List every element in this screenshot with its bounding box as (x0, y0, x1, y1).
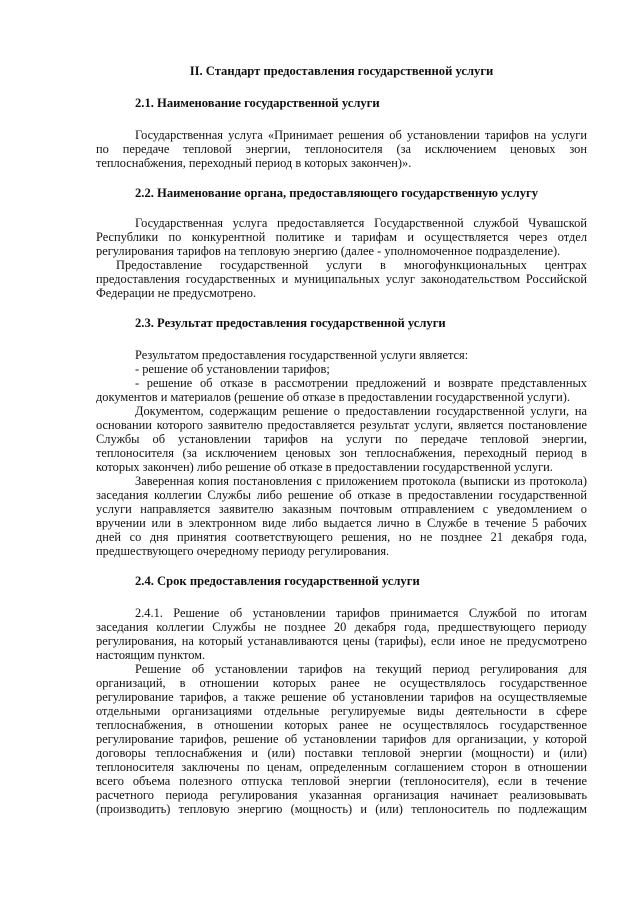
text-line: договоры теплоснабжения и (или) поставки тепловой энергии (мощности) и (или) (96, 746, 587, 760)
text-line: Решение об установлении тарифов на текущий период регулирования для (135, 662, 587, 676)
heading-2-3: 2.3. Результат предоставления государственной услуги (135, 316, 446, 330)
text-line: регулирование тарифов, а также решение об установлении тарифов на осуществляемые (96, 690, 587, 704)
text-line: Службы об установлении тарифов на услуги по передаче тепловой энергии, (96, 432, 587, 446)
text-line: Заверенная копия постановления с приложением протокола (выписки из протокола) (135, 474, 587, 488)
heading-2-1: 2.1. Наименование государственной услуги (135, 96, 380, 110)
text-line: Государственная услуга «Принимает решения об установлении тарифов на услуги (135, 128, 587, 142)
text-line: регулирование тарифов, решение об установлении тарифов для организации, у которой (96, 732, 587, 746)
text-line: организаций, в отношении которых ранее не осуществлялось государственное (96, 676, 587, 690)
text-line: услуги направляется заявителю заказным почтовым отправлением с уведомлением о (96, 502, 587, 516)
text-line: теплоносителя (за исключением ценовых зон теплоснабжения, переходный период в (96, 446, 587, 460)
text-line: теплоснабжения, в отношении которых ранее не осуществлялось государственное (96, 718, 587, 732)
text-line: (производить) тепловую энергию (мощность) и (или) теплоноситель по подлежащим (96, 802, 587, 816)
text-line: которых закончен) либо решение об отказе в предоставлении государственной услуги. (96, 460, 553, 474)
text-line: заседания коллегии Службы не позднее 20 декабря года, предшествующего периоду (96, 620, 587, 634)
text-line: всего объема полезного отпуска тепловой энергии (теплоносителя), если в течение (96, 774, 587, 788)
text-line: дней со дня принятия соответствующего решения, но не позднее 21 декабря года, (96, 530, 587, 544)
text-line: - решение об установлении тарифов; (135, 362, 330, 376)
text-line: - решение об отказе в рассмотрении предложений и возврате представленных (135, 376, 587, 390)
text-line: регулирования, на который устанавливаются цены (тарифы), если иное не предусмотрено (96, 634, 587, 648)
text-line: вручении или в электронном виде либо выдается лично в Службе в течение 5 рабочих (96, 516, 587, 530)
text-line: Результатом предоставления государственной услуги является: (135, 348, 469, 362)
text-line: Республики по конкурентной политике и тарифам и осуществляется через отдел (96, 230, 587, 244)
text-line: предшествующего очередному периоду регулирования. (96, 544, 390, 558)
text-line: документов и материалов (решение об отказе в предоставлении государственной услуги). (96, 390, 570, 404)
text-line: по передаче тепловой энергии, теплоносителя (за исключением ценовых зон (96, 142, 587, 156)
text-line: отдельными организациями отдельные регулируемые виды деятельности в сфере (96, 704, 587, 718)
text-line: теплоснабжения, переходный период в которых закончен)». (96, 156, 412, 170)
heading-2-4: 2.4. Срок предоставления государственной услуги (135, 574, 420, 588)
text-line: предоставления государственных и муниципальных услуг законодательством Российской (96, 272, 587, 286)
section-title: II. Стандарт предоставления государственной услуги (189, 64, 494, 78)
text-line: настоящим пунктом. (96, 648, 206, 662)
text-line: Государственная услуга предоставляется Государственной службой Чувашской (135, 216, 587, 230)
text-line: основании которого заявителю предоставляется результат услуги, является постановление (96, 418, 587, 432)
text-line: регулирования тарифов на тепловую энергию (далее - уполномоченное подразделение). (96, 244, 561, 258)
text-line: Предоставление государственной услуги в многофункциональных центрах (116, 258, 587, 272)
heading-2-2: 2.2. Наименование органа, предоставляющего государственную услугу (135, 186, 539, 200)
text-line: 2.4.1. Решение об установлении тарифов принимается Службой по итогам (135, 606, 587, 620)
text-line: теплоносителя заключены по ценам, определенным соглашением сторон в отношении (96, 760, 587, 774)
text-line: Документом, содержащим решение о предоставлении государственной услуги, на (135, 404, 587, 418)
text-line: Федерации не предусмотрено. (96, 286, 257, 300)
text-line: расчетного периода регулирования указанная организация начинает реализовывать (96, 788, 587, 802)
text-line: заседания коллегии Службы либо решение об отказе в предоставлении государственной (96, 488, 587, 502)
